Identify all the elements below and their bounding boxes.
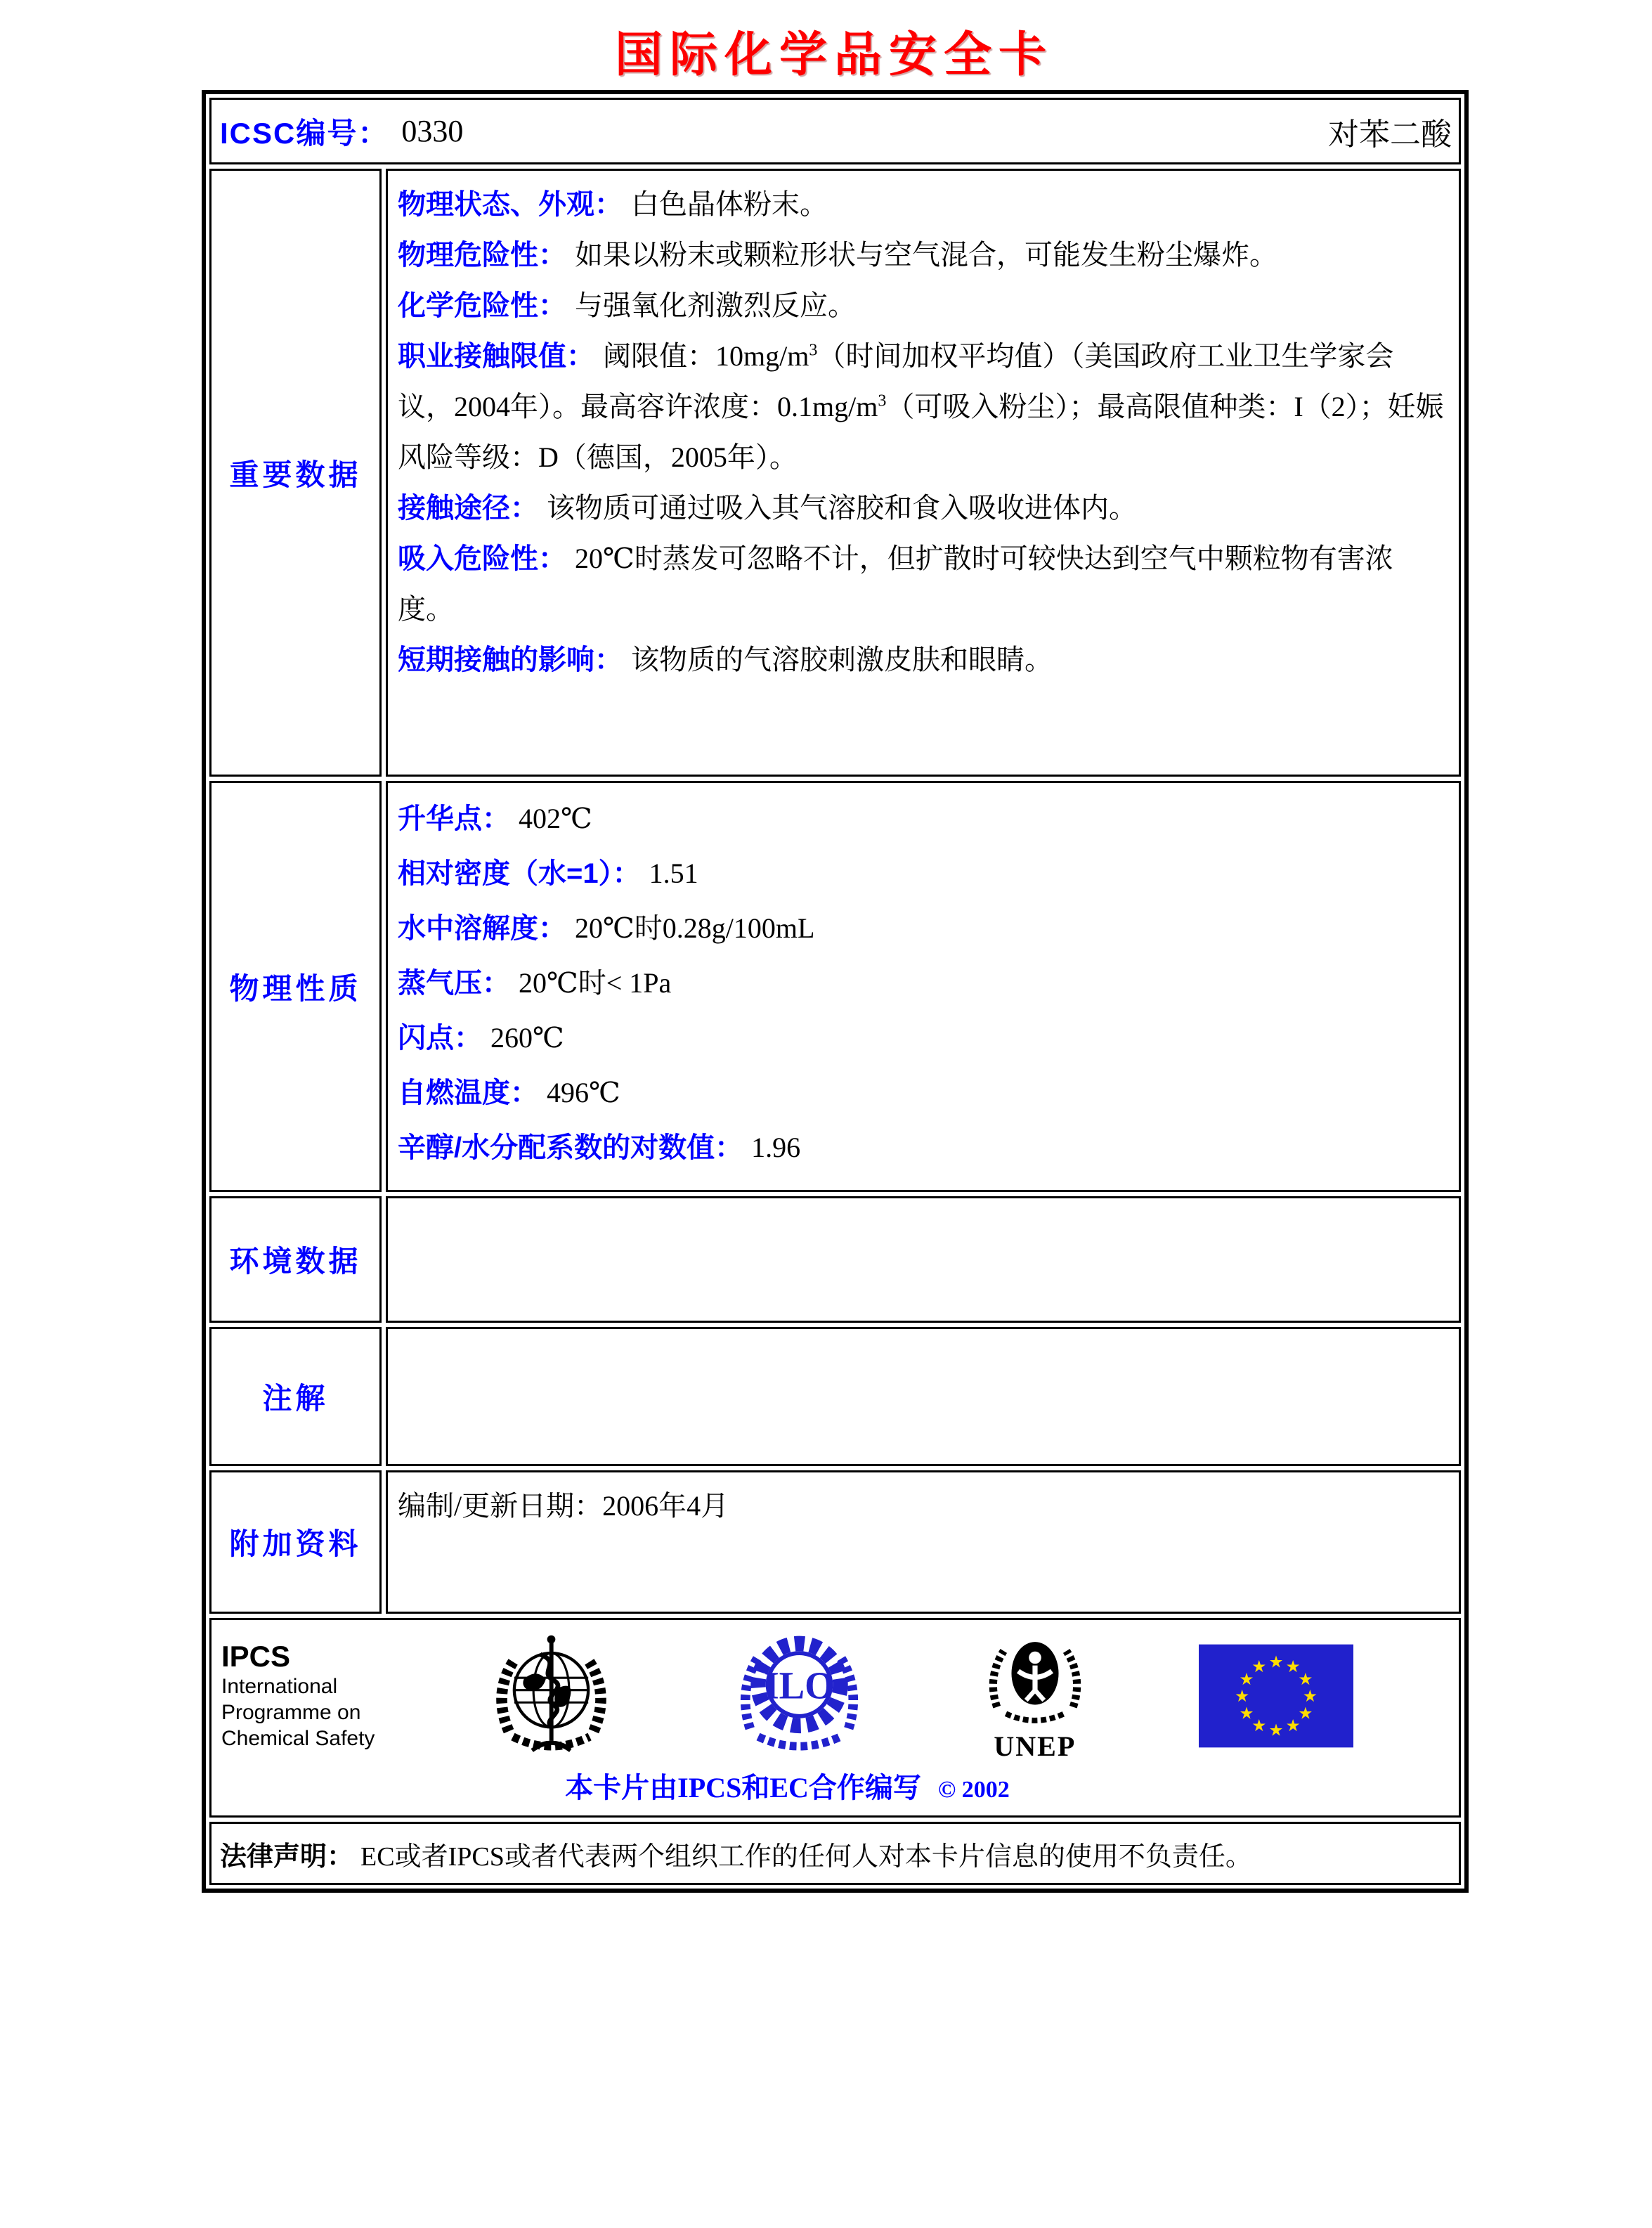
entry-text: 496℃ bbox=[547, 1077, 620, 1108]
data-entry bbox=[398, 1011, 1449, 1066]
svg-text:★: ★ bbox=[1239, 1702, 1254, 1723]
data-entry bbox=[398, 483, 1449, 533]
entry-label: 化学危险性： bbox=[398, 290, 566, 321]
section-content-physical-properties bbox=[386, 781, 1461, 1192]
organizations-row bbox=[209, 1618, 1461, 1818]
section-label-additional-information: 附加资料 bbox=[209, 1470, 382, 1614]
ipcs-line: Programme on bbox=[221, 1701, 361, 1724]
entry-label: 吸入危险性： bbox=[398, 543, 566, 574]
entry-text: 260℃ bbox=[490, 1022, 564, 1054]
legal-notice-row bbox=[209, 1822, 1461, 1885]
entry-label: 物理状态、外观： bbox=[398, 189, 623, 220]
svg-text:★: ★ bbox=[1285, 1656, 1301, 1676]
entry-label: 自燃温度： bbox=[398, 1077, 538, 1108]
entry-label: 物理危险性： bbox=[398, 240, 566, 271]
svg-text:★: ★ bbox=[1285, 1715, 1301, 1735]
data-entry bbox=[398, 179, 1449, 230]
section-label-environmental-data: 环境数据 bbox=[209, 1196, 382, 1323]
entry-text: 20℃时0.28g/100mL bbox=[575, 912, 815, 944]
svg-text:★: ★ bbox=[1298, 1702, 1313, 1723]
data-entry bbox=[398, 230, 1449, 280]
data-entry bbox=[398, 1481, 1449, 1531]
entry-label: 水中溶解度： bbox=[398, 913, 566, 944]
entry-text: 该物质可通过吸入其气溶胶和食入吸收进体内。 bbox=[547, 492, 1137, 524]
data-entry bbox=[398, 280, 1449, 331]
who-logo-icon bbox=[483, 1627, 620, 1764]
svg-text:★: ★ bbox=[1251, 1656, 1267, 1676]
svg-text:★: ★ bbox=[1268, 1719, 1284, 1740]
entry-label: 接触途径： bbox=[398, 493, 538, 524]
ilo-logo-icon bbox=[727, 1627, 871, 1764]
eu-flag-icon bbox=[1199, 1644, 1353, 1748]
entry-text: 20℃时< 1Pa bbox=[519, 967, 672, 999]
header-row bbox=[209, 98, 1461, 164]
credit-copyright: © 2002 bbox=[937, 1777, 1010, 1803]
legal-notice-text: EC或者IPCS或者代表两个组织工作的任何人对本卡片信息的使用不负责任。 bbox=[360, 1841, 1252, 1872]
entry-text: 阈限值：$10mg/m^3$（时间加权平均值）（美国政府工业卫生学家会议，2004年）。最高容许浓度：$0.1mg/m^3$（可吸入粉尘）；最高限值种类：I（2）；妊娠风险等级：D（德国，2005年）。 bbox=[398, 340, 1444, 473]
section-content-environmental-data bbox=[386, 1196, 1461, 1323]
data-entry bbox=[398, 901, 1449, 956]
icsc-number-value: 0330 bbox=[401, 114, 464, 148]
icsc-number-label: ICSC编号： bbox=[220, 116, 389, 150]
ipcs-acronym: IPCS bbox=[221, 1640, 291, 1673]
ipcs-text-block bbox=[221, 1640, 375, 1751]
entry-label: 辛醇/水分配系数的对数值： bbox=[398, 1132, 743, 1163]
svg-text:★: ★ bbox=[1268, 1652, 1284, 1672]
svg-text:★: ★ bbox=[1251, 1715, 1267, 1735]
entry-text: 白色晶体粉末。 bbox=[631, 188, 828, 220]
entry-text: 402℃ bbox=[519, 803, 592, 834]
data-entry bbox=[398, 1066, 1449, 1120]
section-content-additional-information bbox=[386, 1470, 1461, 1614]
entry-label: 蒸气压： bbox=[398, 968, 510, 999]
entry-text: 如果以粉末或颗粒形状与空气混合，可能发生粉尘爆炸。 bbox=[575, 239, 1277, 271]
section-label-important-data: 重要数据 bbox=[209, 169, 382, 777]
ipcs-line: International bbox=[221, 1675, 338, 1698]
entry-text: 编制/更新日期：2006年4月 bbox=[398, 1490, 729, 1522]
svg-text:ILO: ILO bbox=[764, 1664, 835, 1707]
icsc-number-group bbox=[220, 110, 463, 153]
svg-text:★: ★ bbox=[1302, 1685, 1318, 1706]
entry-text: 1.96 bbox=[751, 1132, 801, 1163]
entry-text: 20℃时蒸发可忽略不计，但扩散时可较快达到空气中颗粒物有害浓度。 bbox=[398, 543, 1393, 625]
section-content-important-data bbox=[386, 169, 1461, 777]
data-entry bbox=[398, 533, 1449, 635]
svg-text:★: ★ bbox=[1298, 1669, 1313, 1689]
entry-text: 1.51 bbox=[649, 857, 698, 889]
data-entry bbox=[398, 956, 1449, 1011]
svg-text:★: ★ bbox=[1235, 1685, 1250, 1706]
data-entry bbox=[398, 635, 1449, 685]
entry-text: 与强氧化剂激烈反应。 bbox=[575, 290, 856, 321]
svg-text:★: ★ bbox=[1239, 1669, 1254, 1689]
credit-text: 本卡片由IPCS和EC合作编写 bbox=[565, 1772, 921, 1803]
legal-notice-label: 法律声明： bbox=[220, 1841, 354, 1872]
section-content-notes bbox=[386, 1327, 1461, 1466]
ipcs-line: Chemical Safety bbox=[221, 1727, 375, 1750]
entry-label: 升华点： bbox=[398, 803, 510, 834]
entry-label: 闪点： bbox=[398, 1023, 482, 1054]
data-entry bbox=[398, 791, 1449, 846]
section-label-physical-properties: 物理性质 bbox=[209, 781, 382, 1192]
unep-logo-icon bbox=[979, 1628, 1091, 1734]
section-label-notes: 注解 bbox=[209, 1327, 382, 1466]
organization-logos bbox=[221, 1627, 1353, 1764]
entry-label: 短期接触的影响： bbox=[398, 645, 623, 675]
entry-text: 该物质的气溶胶刺激皮肤和眼睛。 bbox=[631, 644, 1053, 675]
page-title: 国际化学品安全卡 bbox=[614, 27, 1053, 83]
credit-line bbox=[221, 1766, 1353, 1811]
unep-caption: UNEP bbox=[994, 1730, 1077, 1762]
data-entry bbox=[398, 846, 1449, 901]
icsc-card-table bbox=[202, 90, 1469, 1893]
data-entry bbox=[398, 331, 1449, 483]
entry-label: 职业接触限值： bbox=[398, 341, 594, 372]
entry-label: 相对密度（水=1）： bbox=[398, 858, 641, 889]
data-entry bbox=[398, 1120, 1449, 1175]
chemical-name: 对苯二酸 bbox=[1328, 117, 1452, 152]
unep-logo-block bbox=[979, 1628, 1091, 1763]
